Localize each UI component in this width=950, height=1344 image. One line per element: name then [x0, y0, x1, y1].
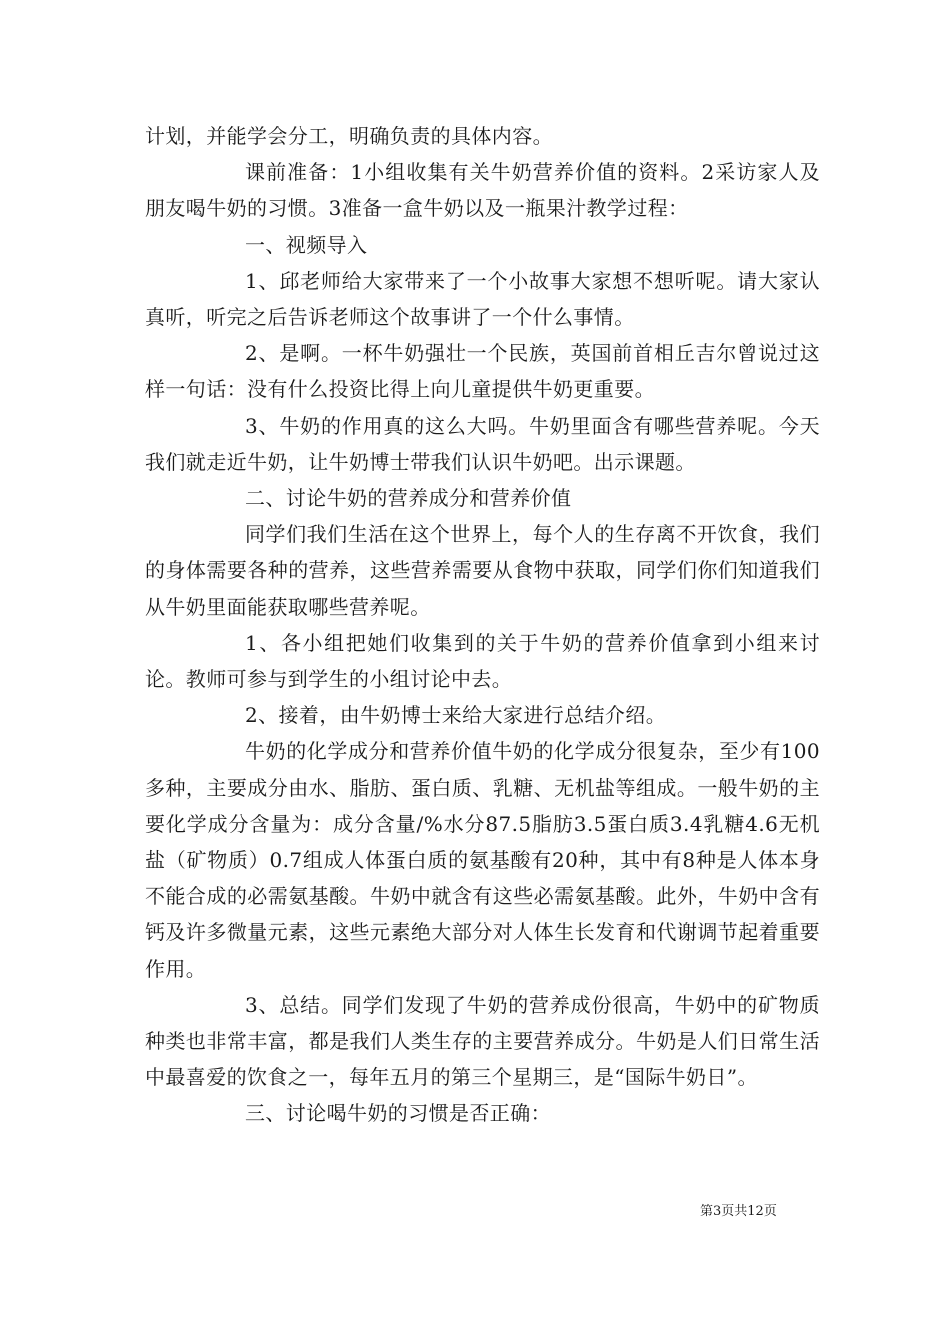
- paragraph-9: 1、各小组把她们收集到的关于牛奶的营养价值拿到小组来讨论。教师可参与到学生的小组讨论中去。: [145, 630, 820, 692]
- paragraph-2: 课前准备：1小组收集有关牛奶营养价值的资料。2采访家人及朋友喝牛奶的习惯。3准备一盒牛奶以及一瓶果汁教学过程：: [145, 160, 820, 221]
- paragraph-10: 2、接着，由牛奶博士来给大家进行总结介绍。: [245, 703, 667, 728]
- paragraph-8: 同学们我们生活在这个世界上，每个人的生存离不开饮食，我们的身体需要各种的营养，这些营养需要从食物中获取，同学们你们知道我们从牛奶里面能获取哪些营养呢。: [145, 522, 820, 619]
- paragraph-6: 3、牛奶的作用真的这么大吗。牛奶里面含有哪些营养呢。今天我们就走近牛奶，让牛奶博士带我们认识牛奶吧。出示课题。: [145, 413, 820, 474]
- paragraph-11: 牛奶的化学成分和营养价值牛奶的化学成分很复杂，至少有100多种，主要成分由水、脂肪、蛋白质、乳糖、无机盐等组成。一般牛奶的主要化学成分含量为：成分含量/%水分87.5脂肪3.5蛋白质3.4乳糖4.6无机盐（矿物质）0.7组成人体蛋白质的氨基酸有20种，其中有8种是人体本身不能合成的必需氨基酸。牛奶中就含有这些必需氨基酸。此外，牛奶中含有钙及许多微量元素，这些元素绝大部分对人体生长发育和代谢调节起着重要作用。: [145, 739, 820, 981]
- page-body: [145, 118, 820, 1132]
- section-heading-1: 一、视频导入: [245, 232, 368, 257]
- page-number-footer: 第3页共12页: [700, 1204, 777, 1219]
- section-heading-3: 三、讨论喝牛奶的习惯是否正确：: [245, 1101, 551, 1126]
- paragraph-1: 计划，并能学会分工，明确负责的具体内容。: [145, 124, 553, 148]
- paragraph-4: 1、邱老师给大家带来了一个小故事大家想不想听呢。请大家认真听，听完之后告诉老师这个故事讲了一个什么事情。: [145, 268, 820, 330]
- paragraph-5: 2、是啊。一杯牛奶强壮一个民族，英国前首相丘吉尔曾说过这样一句话：没有什么投资比得上向儿童提供牛奶更重要。: [145, 341, 820, 402]
- paragraph-12: 3、总结。同学们发现了牛奶的营养成份很高，牛奶中的矿物质种类也非常丰富，都是我们人类生存的主要营养成分。牛奶是人们日常生活中最喜爱的饮食之一，每年五月的第三个星期三，是“国际牛奶日”。: [145, 992, 820, 1090]
- section-heading-2: 二、讨论牛奶的营养成分和营养价值: [245, 486, 572, 511]
